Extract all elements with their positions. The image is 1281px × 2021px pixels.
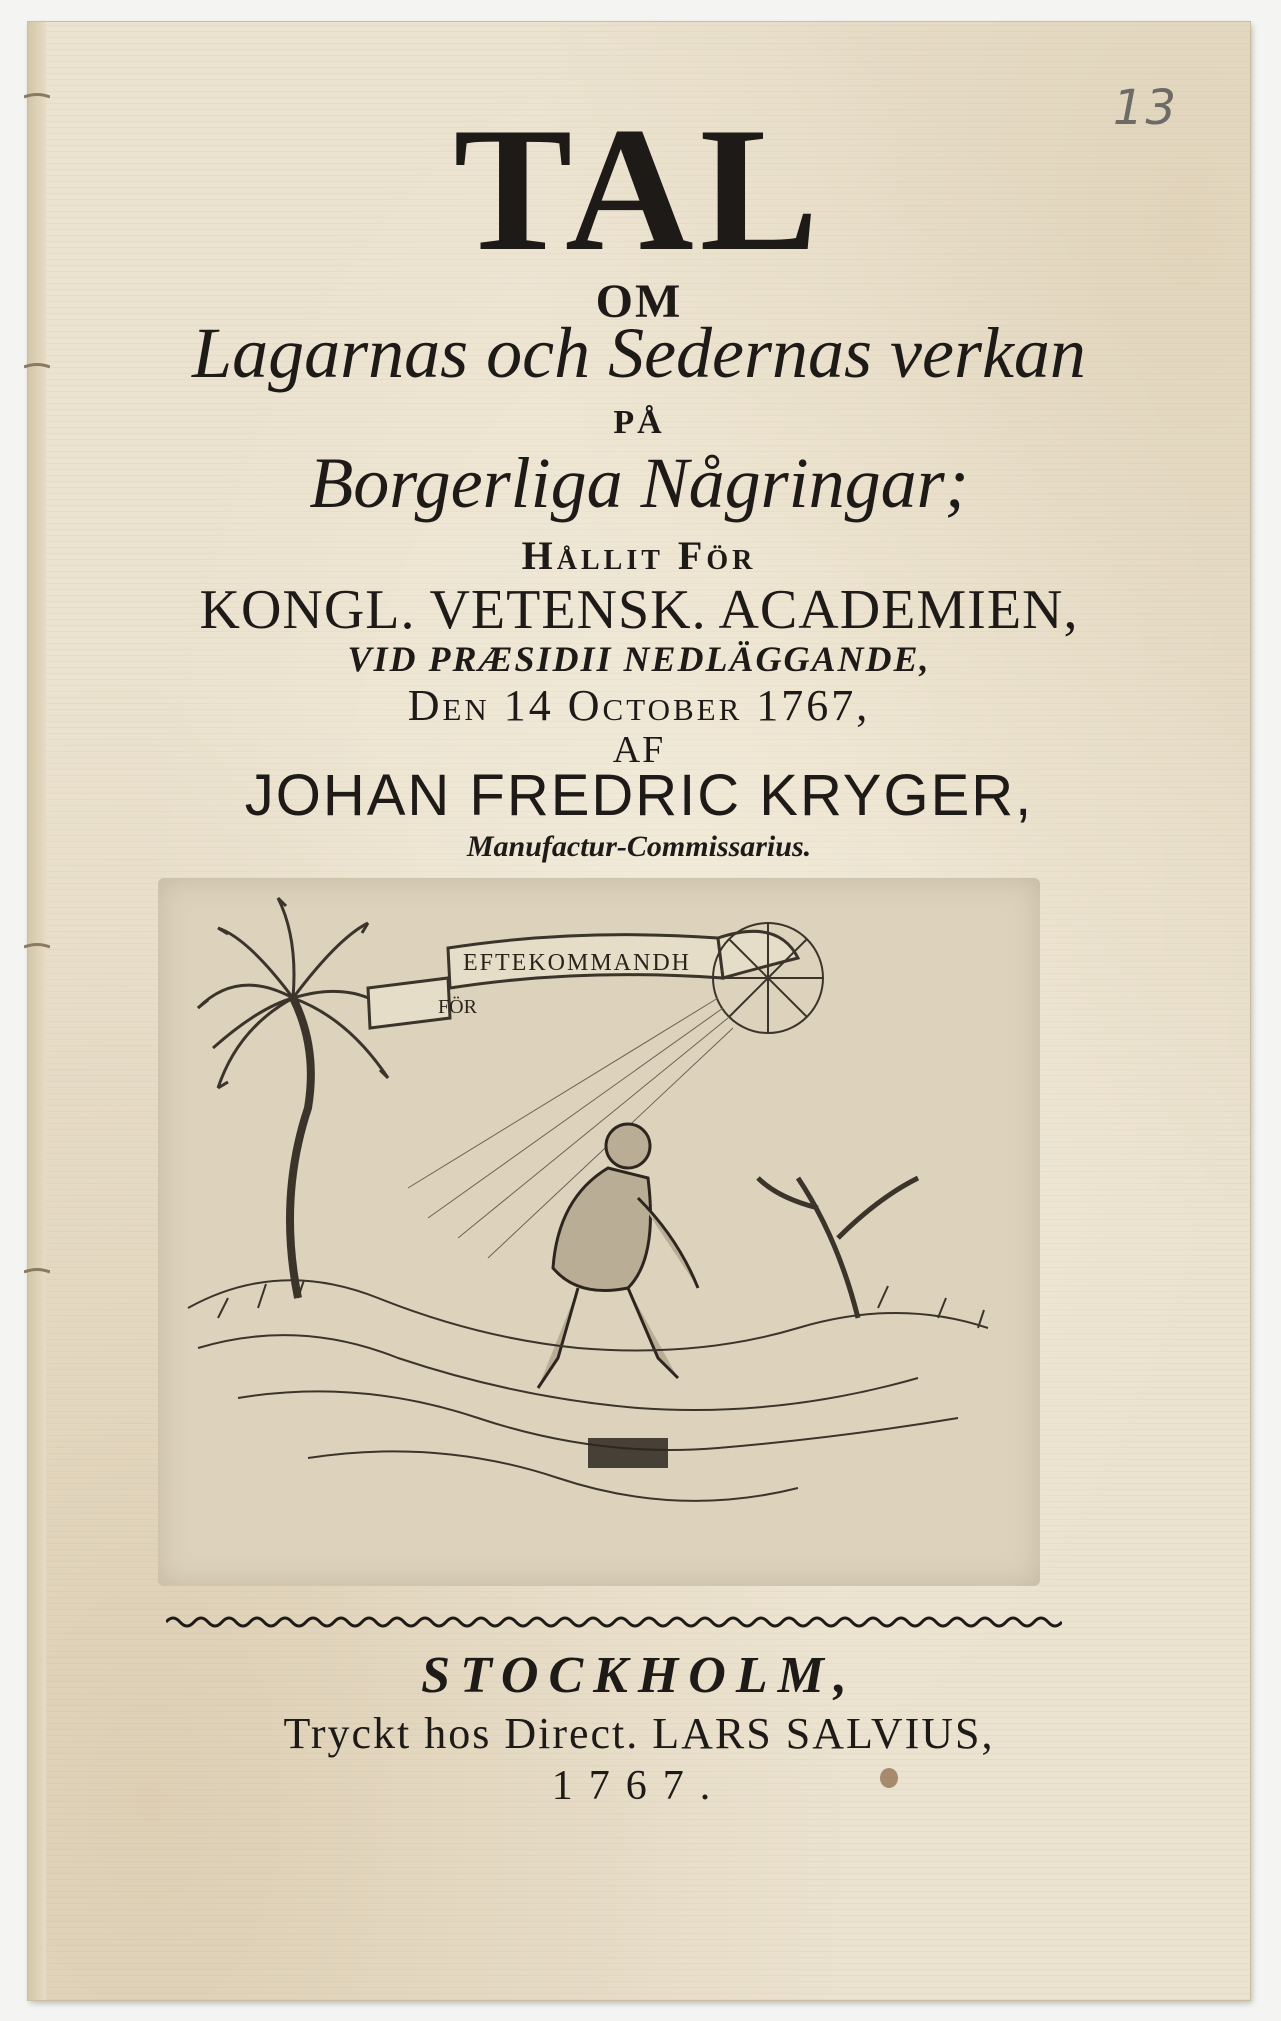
author-name: JOHAN FREDRIC KRYGER, — [244, 763, 1034, 828]
binding-stitch — [24, 1267, 50, 1277]
dark-rock — [588, 1438, 668, 1468]
vignette-engraving — [158, 878, 1040, 1586]
kneeling-figure — [538, 1124, 698, 1388]
hallit-line: Hållit För — [521, 533, 757, 578]
banner-text: EFTEKOMMANDH — [463, 950, 691, 976]
main-title: TAL — [453, 90, 825, 288]
imprint-printer: Tryckt hos Direct. LARS SALVIUS, — [283, 1709, 995, 1758]
tree-stump — [758, 1178, 918, 1318]
occasion-line: VID PRÆSIDII NEDLÄGGANDE, — [347, 639, 931, 679]
academy-line: KONGL. VETENSK. ACADEMIEN, — [199, 579, 1079, 641]
author-title: Manufactur-Commissarius. — [466, 830, 812, 863]
subject-line-1: Lagarnas och Sedernas verkan — [192, 313, 1086, 393]
date-line: Den 14 October 1767, — [407, 681, 871, 730]
subject-line-2: Borgerliga Någringar; — [309, 443, 969, 523]
pencil-page-number: 13 — [1112, 80, 1178, 136]
wavy-rule — [166, 1610, 1062, 1634]
sun-wheel — [713, 923, 823, 1033]
af-line: AF — [612, 729, 666, 771]
ink-stain — [880, 1768, 898, 1788]
engraved-vignette — [158, 878, 1040, 1586]
binding-stitch — [24, 942, 50, 952]
banner-left-text: FÖR — [438, 996, 477, 1018]
imprint-city: STOCKHOLM, — [421, 1647, 857, 1704]
title-om: OM — [595, 275, 683, 328]
imprint-year: 1767. — [551, 1763, 727, 1809]
palm-tree — [198, 898, 398, 1298]
title-page — [28, 22, 1250, 2000]
title-pa: PÅ — [613, 404, 665, 441]
